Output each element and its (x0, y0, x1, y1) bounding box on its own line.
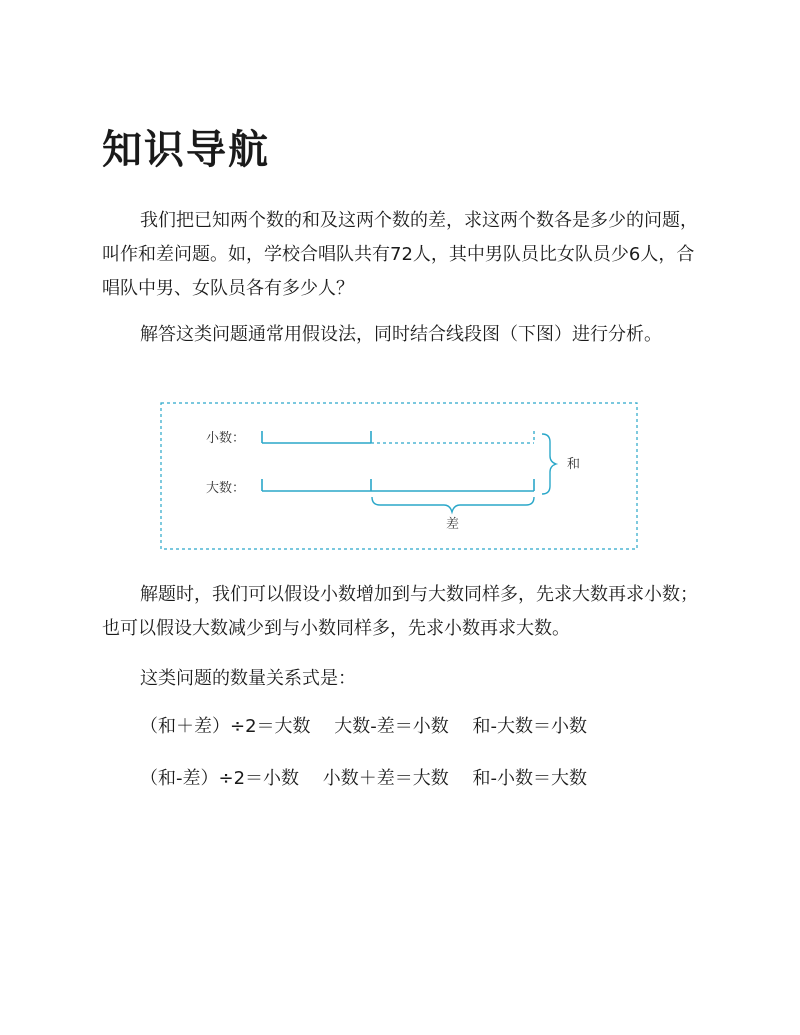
method-paragraph: 解答这类问题通常用假设法，同时结合线段图（下图）进行分析。 (140, 324, 662, 345)
line-segment-diagram (160, 402, 638, 550)
sum-label: 和 (567, 457, 581, 472)
difference-brace (372, 497, 534, 512)
difference-label: 差 (446, 517, 460, 532)
diagram-frame (161, 403, 637, 549)
formula-line-1: （和＋差）÷2＝大数 大数-差＝小数 和-大数＝小数 (140, 716, 587, 737)
big-number-segment (262, 479, 534, 491)
formula-line-2: （和-差）÷2＝小数 小数＋差＝大数 和-小数＝大数 (140, 768, 587, 789)
small-number-dashed-extension (371, 431, 534, 443)
relation-intro: 这类问题的数量关系式是： (140, 668, 356, 689)
strategy-paragraph: 解题时，我们可以假设小数增加到与大数同样多，先求大数再求小数；也可以假设大数减少到与小数同样多，先求小数再求大数。 (102, 584, 698, 639)
big-number-label: 大数： (206, 481, 246, 496)
small-number-label: 小数： (206, 431, 246, 446)
intro-paragraph: 我们把已知两个数的和及这两个数的差，求这两个数各是多少的问题，叫作和差问题。如，学校合唱队共有72人，其中男队员比女队员少6人，合唱队中男、女队员各有多少人？ (102, 210, 698, 299)
small-number-segment (262, 431, 371, 443)
page-title: 知识导航 (102, 126, 270, 173)
sum-brace (542, 434, 556, 494)
